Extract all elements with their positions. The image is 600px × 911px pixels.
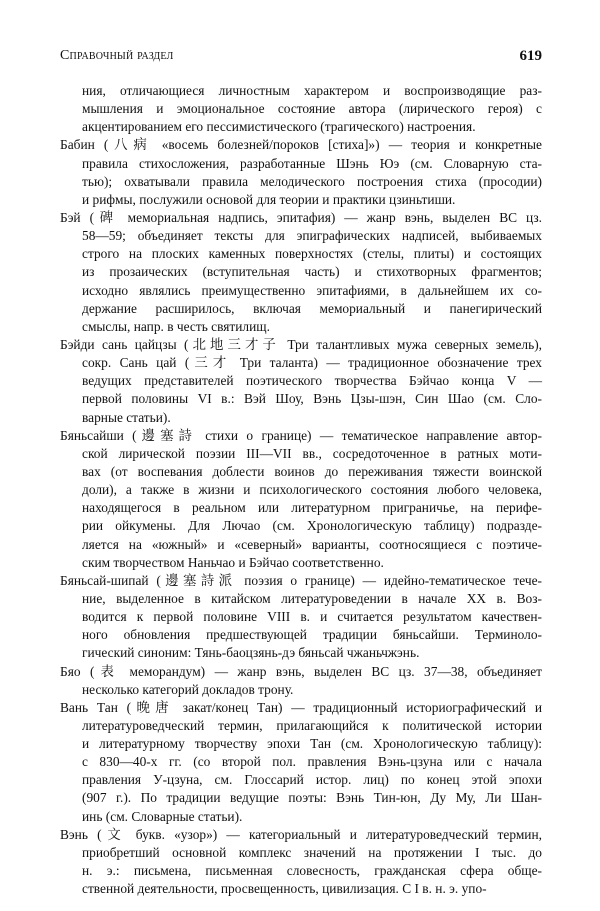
text-line: варные статьи).	[82, 409, 171, 425]
glossary-entry	[60, 209, 542, 336]
text-line: и рифмы, послужили основой для теории и практики цзиньтиши.	[82, 191, 456, 207]
text-line: несколько категорий докладов трону.	[82, 681, 294, 697]
text-line: водится к первой половине VIII в. и считается результатом качествен-	[82, 609, 542, 625]
text-line: тью); охватывали правила мелодического построения стиха (просодии)	[82, 173, 542, 189]
text-line: правления У-цзуна, см. Глоссарий истор. лиц) по конец этой эпохи	[82, 772, 542, 788]
running-head	[60, 48, 542, 68]
text-line: гический синоним: Тянь-баоцзянь-дэ бяньсай чжаньчжэнь.	[82, 645, 420, 661]
text-line: ние, выделенное в китайском литературоведении в начале XX в. Воз-	[82, 590, 542, 606]
text-line: ским творчеством Наньчао и Бэйчао соответственно.	[82, 554, 384, 570]
glossary-entry	[60, 136, 542, 209]
glossary-entry	[60, 572, 542, 663]
text-line: Бяо (表 меморандум) — жанр вэнь, выделен ВС цз. 37—38, объединяет	[60, 663, 542, 679]
text-line: 58—59; объединяет тексты для эпиграфических надписей, выбиваемых	[82, 228, 542, 244]
text-line: правила стихосложения, разработанные Шэнь Юэ (см. Словарную ста-	[82, 155, 542, 171]
text-line: ственной деятельности, просвещенность, цивилизация. С I в. н. э. упо-	[82, 881, 487, 897]
text-line: первой половины VI в.: Вэй Шоу, Вэнь Цзы-шэн, Син Шао (см. Сло-	[82, 391, 542, 407]
text-line: и литературному творчеству эпохи Тан (см. Хронологическую таблицу):	[82, 736, 542, 752]
text-line: вах (от воспевания доблести воинов до переживания тяжести воинской	[82, 463, 542, 479]
text-line: акцентированием его пессимистического (трагического) настроения.	[82, 119, 476, 135]
text-line: н. э.: письмена, письменная словесность, гражданская сфера обще-	[82, 863, 542, 879]
text-line: мышления и эмоциональное состояние автора (лирического героя) с	[82, 101, 542, 117]
text-line: Бэйди сань цайцзы (北地三才子 Три талантливых мужа северных земель),	[60, 336, 542, 352]
glossary-entry	[60, 82, 542, 136]
text-line: Вэнь (文 букв. «узор») — категориальный и литературоведческий термин,	[60, 826, 542, 842]
text-line: смыслы, напр. в честь святилищ.	[82, 318, 270, 334]
text-line: рии ойкумены. Для Лючао (см. Хронологическую таблицу) подразде-	[82, 518, 542, 534]
text-line: Бяньсайши (邊塞詩 стихи о границе) — тематическое направление автор-	[60, 427, 542, 443]
glossary-text	[60, 82, 542, 898]
section-title: Справочный раздел	[60, 48, 174, 63]
text-line: сокр. Сань цай (三才 Три таланта) — традиционное обозначение трех	[82, 355, 542, 371]
text-line: Вань Тан (晚唐 закат/конец Тан) — традиционный историографический и	[60, 699, 542, 715]
text-line: (907 г.). По традиции ведущие поэты: Вэнь Тин-юн, Ду Му, Ли Шан-	[82, 790, 542, 806]
text-line: ляется на «южный» и «северный» варианты, соотносящиеся с поэтиче-	[82, 536, 542, 552]
text-line: литературоведческий термин, прилагающийся к политической истории	[82, 717, 542, 733]
text-line: инь (см. Словарные статьи).	[82, 808, 243, 824]
text-line: Бабин (八病 «восемь болезней/пороков [стиха]») — теория и конкретные	[60, 137, 542, 153]
glossary-entry	[60, 336, 542, 427]
text-line: с 830—40-х гг. (со второй пол. правления Вэнь-цзуна или с начала	[82, 754, 542, 770]
text-line: ного обновления предшествующей традиции бяньсайши. Терминоло-	[82, 627, 542, 643]
text-line: строго на плоских каменных поверхностях (стелы, плиты) и состоящих	[82, 246, 542, 262]
text-line: ведущих представителей поэтического творчества Бэйчао конца V —	[82, 373, 542, 389]
glossary-entry	[60, 427, 542, 572]
text-line: Бэй (碑 мемориальная надпись, эпитафия) — жанр вэнь, выделен ВС цз.	[60, 209, 542, 225]
glossary-entry	[60, 699, 542, 826]
glossary-entry	[60, 826, 542, 899]
text-line: ния, отличающиеся личностным характером и воспроизводящие раз-	[82, 83, 542, 98]
text-line: ской лирической поэзии III—VII вв., сосредоточенное в ратных моти-	[82, 445, 542, 461]
text-line: Бяньсай-шипай (邊塞詩派 поэзия о границе) — идейно-тематическое тече-	[60, 572, 542, 588]
text-line: приобретший основной комплекс значений на протяжении I тыс. до	[82, 844, 542, 860]
page-number: 619	[519, 48, 542, 64]
text-line: держание расширилось, включая мемориальный и панегирический	[82, 300, 542, 316]
text-line: из прозаических (вступительная часть) и стихотворных фрагментов;	[82, 264, 542, 280]
text-line: доли), а также в жизни и психологического состояния любого человека,	[82, 482, 542, 498]
glossary-entry	[60, 663, 542, 699]
text-line: исходно являлись преимущественно эпитафиями, в дальнейшем их со-	[82, 282, 542, 298]
text-line: находящегося в реальном или литературном приграничье, на перифе-	[82, 500, 542, 516]
